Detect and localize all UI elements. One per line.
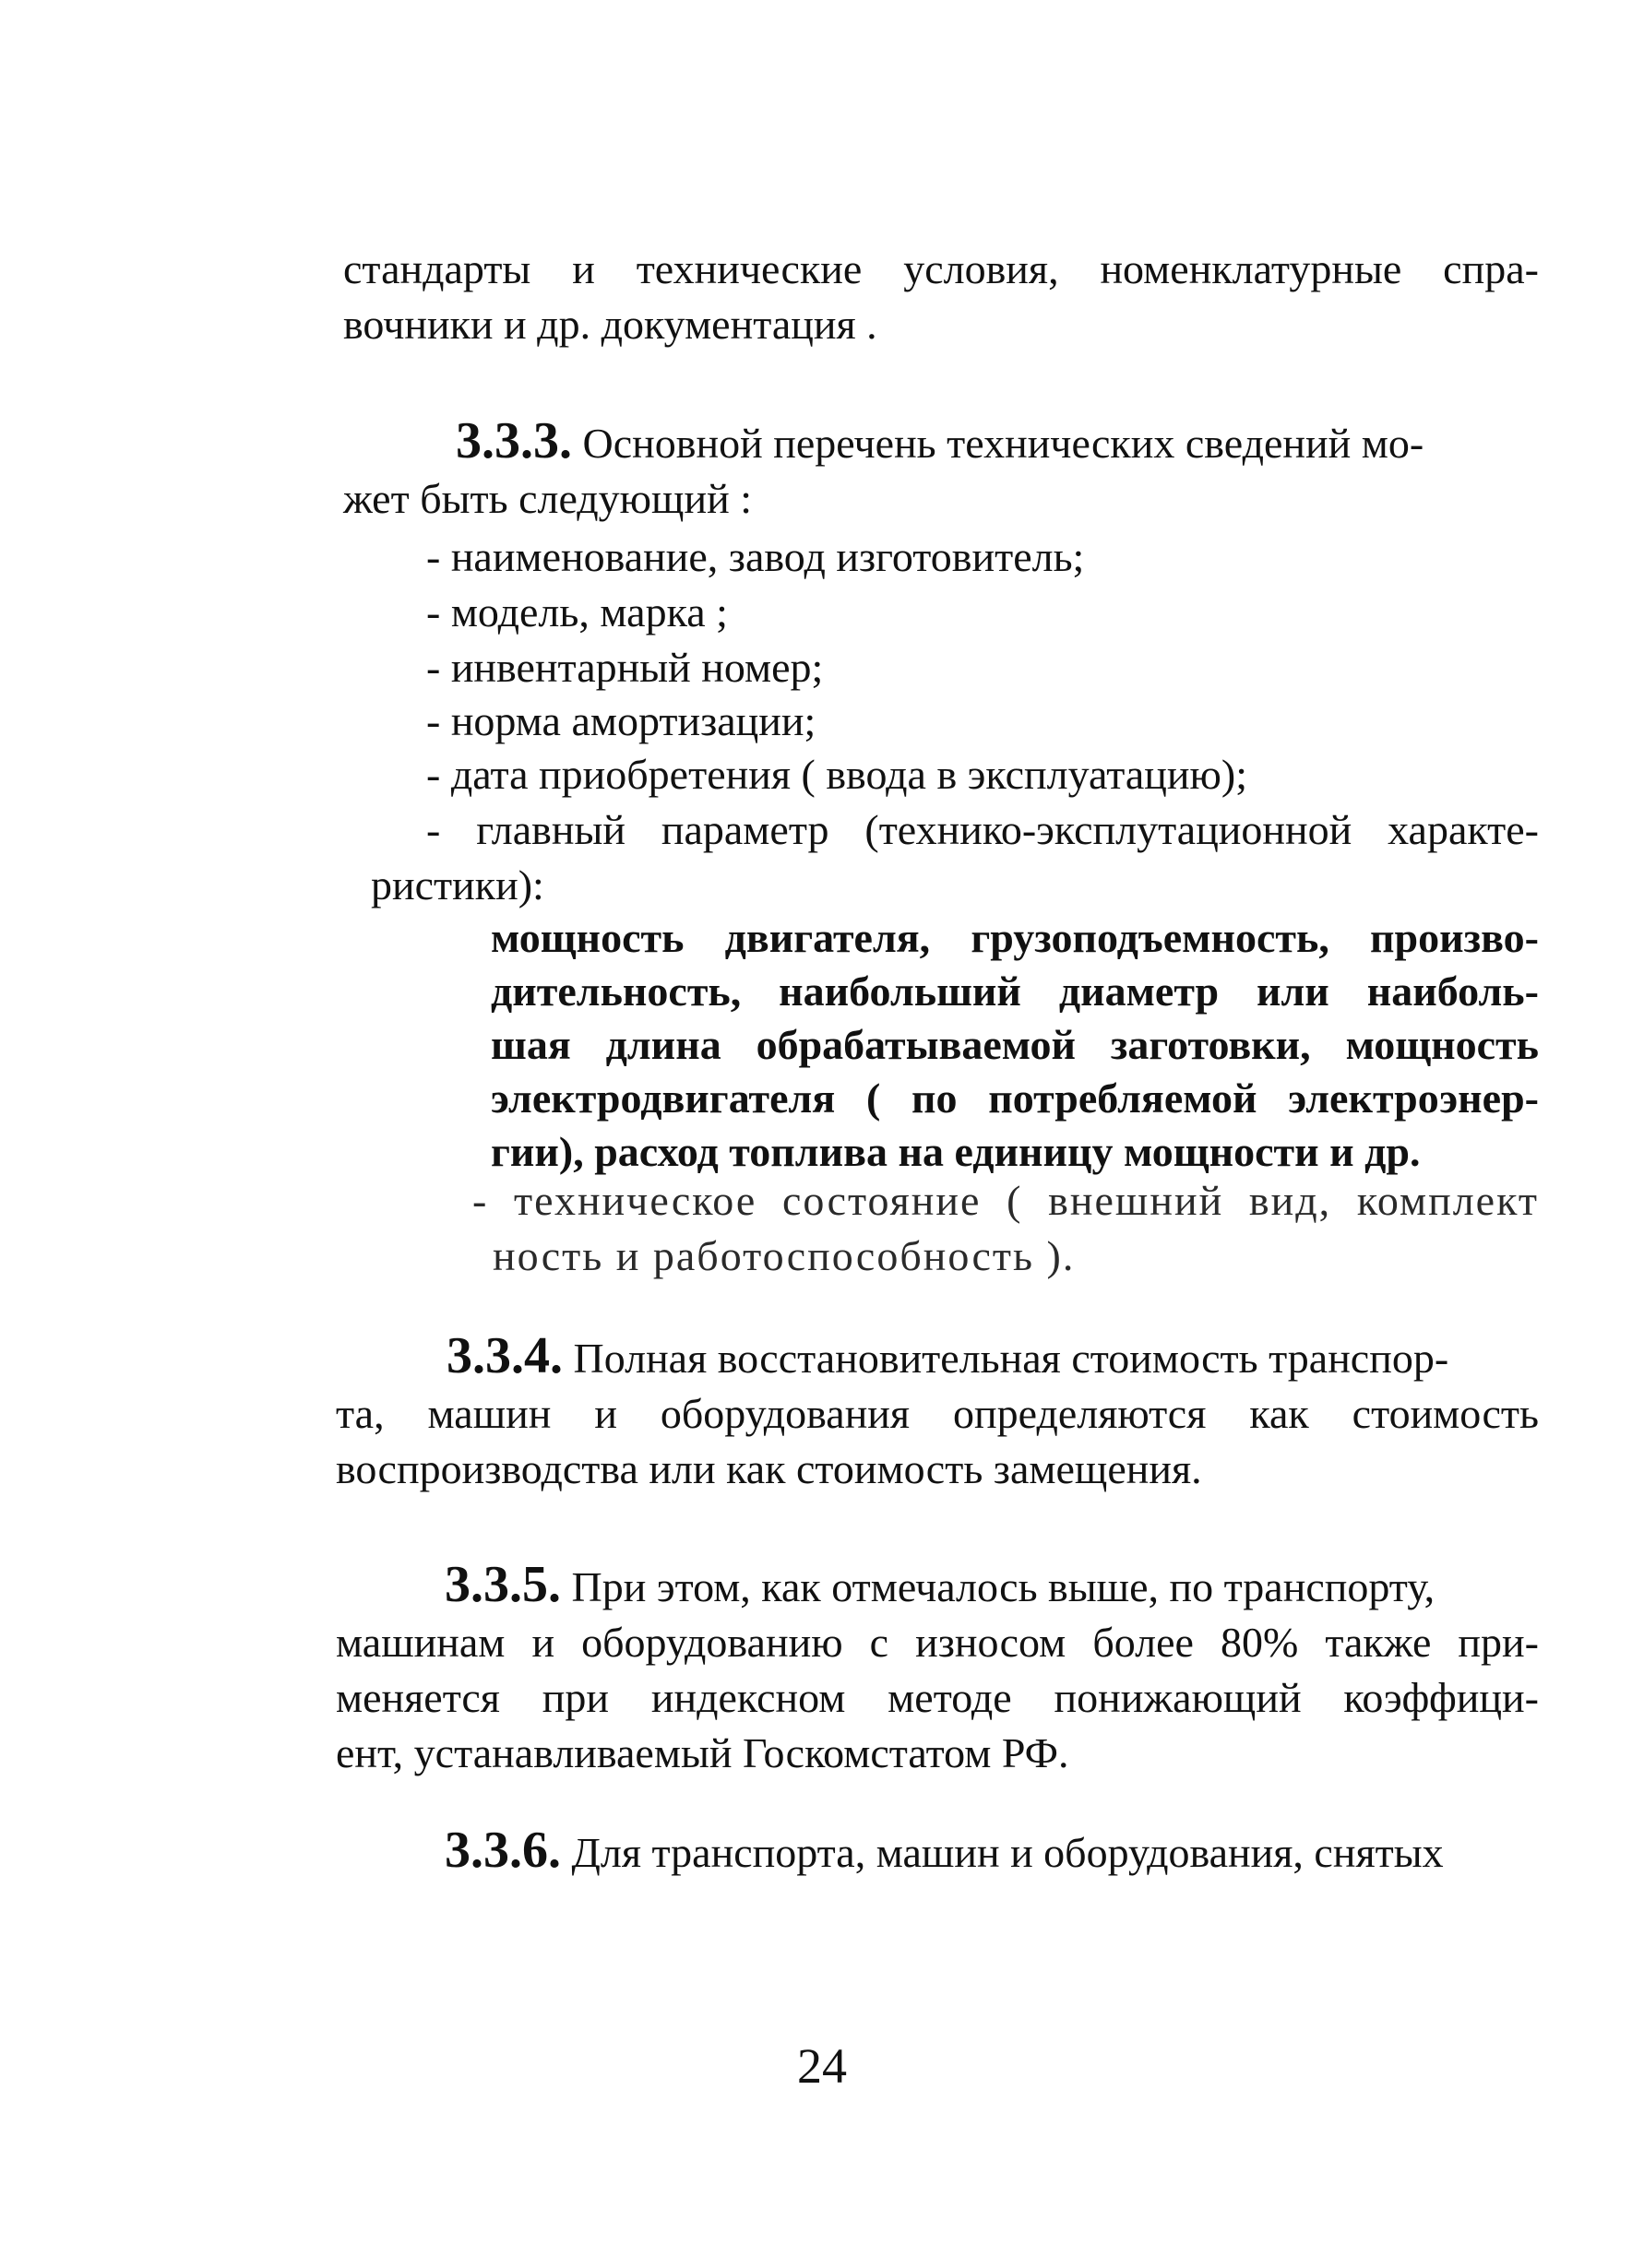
section-number: 3.3.5. (445, 1556, 561, 1613)
detail-line: дительность, наибольший диаметр или наиболь- (491, 968, 1539, 1015)
main-parameter-line-1: - главный параметр (технико-эксплутационной характе- (426, 806, 1539, 853)
section-3-3-6 (336, 1823, 1539, 1881)
section-text: Для транспорта, машин и оборудования, снятых (571, 1829, 1444, 1876)
section-3-3-5-line-3: меняется при индексном методе понижающий коэффици- (336, 1674, 1539, 1721)
section-number: 3.3.6. (445, 1822, 561, 1879)
faded-line-1: - техническое состояние ( внешний вид, комплект (472, 1177, 1539, 1224)
section-number: 3.3.4. (447, 1327, 563, 1384)
section-3-3-3-first-line (343, 413, 1539, 471)
list-item: - норма амортизации; (426, 697, 816, 744)
section-text: Основной перечень технических сведений мо- (582, 420, 1424, 467)
section-3-3-5-first-line (336, 1557, 1539, 1615)
list-item: - дата приобретения ( ввода в эксплуатацию); (426, 751, 1247, 798)
page-number: 24 (797, 2038, 847, 2094)
section-3-3-3-line-2: жет быть следующий : (343, 475, 752, 522)
main-parameter-details (491, 911, 1539, 1179)
intro-line-2: вочники и др. документация . (343, 301, 877, 348)
section-3-3-6-first-line (336, 1823, 1539, 1881)
technical-condition-item (472, 1173, 1539, 1284)
section-3-3-4-first-line (336, 1328, 1539, 1386)
detail-line: электродвигателя ( по потребляемой электроэнер- (491, 1075, 1539, 1122)
detail-line: гии), расход топлива на единицу мощности и др. (491, 1128, 1421, 1175)
section-text: Полная восстановительная стоимость транспор- (573, 1335, 1449, 1382)
detail-line: мощность двигателя, грузоподъемность, произво- (491, 914, 1539, 961)
section-3-3-5 (336, 1557, 1539, 1781)
main-parameter-line-2: ристики): (371, 861, 544, 908)
faded-line-2: ность и работоспособность ). (493, 1232, 1076, 1279)
intro-paragraph (343, 242, 1539, 352)
section-3-3-5-line-2: машинам и оборудованию с износом более 80% также при- (336, 1619, 1539, 1666)
list-item: - модель, марка ; (426, 588, 728, 635)
main-parameter-item (371, 802, 1539, 913)
section-number: 3.3.3. (456, 412, 572, 469)
section-3-3-5-line-4: ент, устанавливаемый Госкомстатом РФ. (336, 1729, 1069, 1776)
detail-line: шая длина обрабатываемой заготовки, мощность (491, 1021, 1539, 1068)
section-3-3-4-line-2: та, машин и оборудования определяются как стоимость (336, 1390, 1539, 1437)
section-3-3-3 (343, 413, 1539, 527)
list-item: - инвентарный номер; (426, 644, 824, 691)
intro-line-1: стандарты и технические условия, номенклатурные спра- (343, 245, 1539, 292)
section-text: При этом, как отмечалось выше, по транспорту, (571, 1563, 1436, 1610)
section-3-3-4 (336, 1328, 1539, 1497)
section-3-3-4-line-3: воспроизводства или как стоимость замещения. (336, 1445, 1202, 1492)
list-item: - наименование, завод изготовитель; (426, 533, 1085, 580)
